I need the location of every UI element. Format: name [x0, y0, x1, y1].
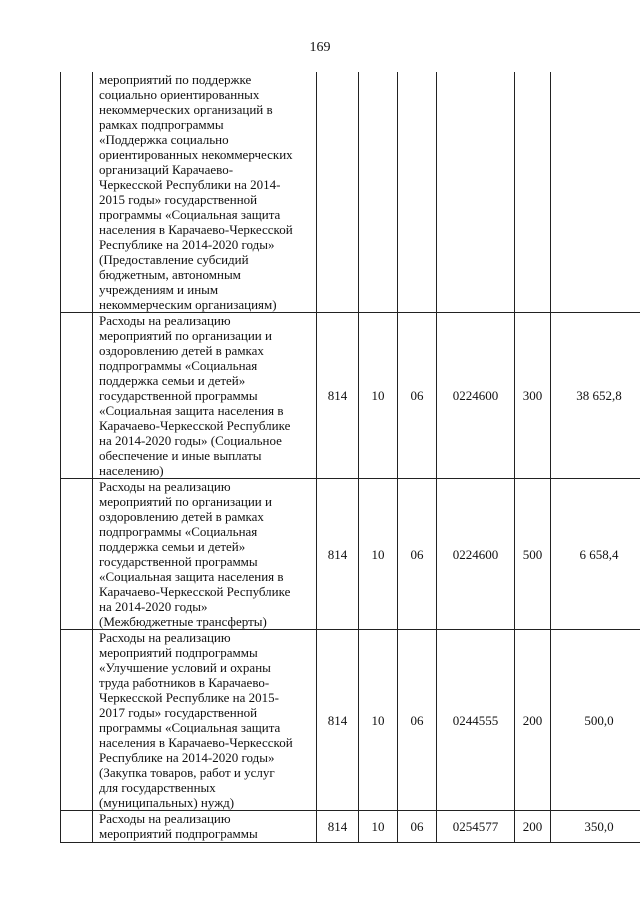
name-line: 2017 годы» государственной	[99, 705, 258, 720]
expense-type-cell: 200	[515, 630, 551, 811]
name-line: на 2014-2020 годы» (Социальное	[99, 433, 282, 448]
table-row	[61, 72, 640, 313]
name-line: организаций Карачаево-	[99, 162, 234, 177]
name-line: Карачаево-Черкесской Республике	[99, 584, 291, 599]
expense-type-cell: 200	[515, 811, 551, 843]
name-line: Черкесской Республики на 2014-	[99, 177, 281, 192]
name-line: бюджетным, автономным	[99, 267, 241, 282]
row-name-cell	[93, 630, 317, 811]
name-line: Расходы на реализацию	[99, 479, 231, 494]
name-line: «Улучшение условий и охраны	[99, 660, 271, 675]
row-name-cell	[93, 313, 317, 479]
amount-cell: 500,0	[551, 630, 640, 811]
target-article-cell: 0254577	[437, 811, 515, 843]
name-line: программы «Социальная защита	[99, 720, 281, 735]
name-line: поддержка семьи и детей»	[99, 373, 246, 388]
name-line: некоммерческих организаций в	[99, 102, 273, 117]
amount-cell: 350,0	[551, 811, 640, 843]
subsection-cell	[398, 72, 437, 313]
amount-cell: 6 658,4	[551, 479, 640, 630]
name-line: рамках подпрограммы	[99, 117, 224, 132]
row-number-cell	[61, 72, 93, 313]
name-line: населению)	[99, 463, 164, 478]
name-line: (Предоставление субсидий	[99, 252, 249, 267]
name-line: Республике на 2014-2020 годы»	[99, 237, 275, 252]
grbs-cell: 814	[317, 811, 359, 843]
section-cell: 10	[359, 313, 398, 479]
page-number: 169	[309, 40, 331, 55]
name-line: мероприятий подпрограммы	[99, 645, 258, 660]
name-line: подпрограммы «Социальная	[99, 358, 258, 373]
row-name-cell	[93, 479, 317, 630]
name-line: обеспечение и иные выплаты	[99, 448, 262, 463]
table-row	[61, 313, 640, 479]
expense-type-cell	[515, 72, 551, 313]
name-line: населения в Карачаево-Черкесской	[99, 222, 293, 237]
name-line: социально ориентированных	[99, 87, 260, 102]
budget-table	[60, 72, 640, 843]
name-line: программы «Социальная защита	[99, 207, 281, 222]
name-line: подпрограммы «Социальная	[99, 524, 258, 539]
target-article-cell	[437, 72, 515, 313]
target-article-cell: 0244555	[437, 630, 515, 811]
name-line: оздоровлению детей в рамках	[99, 343, 264, 358]
name-line: «Поддержка социально	[99, 132, 229, 147]
name-line: мероприятий подпрограммы	[99, 826, 258, 841]
name-line: для государственных	[99, 780, 216, 795]
amount-cell	[551, 72, 640, 313]
subsection-cell: 06	[398, 313, 437, 479]
table-row	[61, 811, 640, 843]
table-row	[61, 479, 640, 630]
expense-type-cell: 300	[515, 313, 551, 479]
name-line: оздоровлению детей в рамках	[99, 509, 264, 524]
row-name-cell	[93, 72, 317, 313]
target-article-cell: 0224600	[437, 313, 515, 479]
name-line: Расходы на реализацию	[99, 811, 231, 826]
name-line: «Социальная защита населения в	[99, 403, 284, 418]
name-line: Республике на 2014-2020 годы»	[99, 750, 275, 765]
name-line: (Межбюджетные трансферты)	[99, 614, 267, 629]
section-cell: 10	[359, 630, 398, 811]
name-line: на 2014-2020 годы»	[99, 599, 208, 614]
subsection-cell: 06	[398, 479, 437, 630]
target-article-cell: 0224600	[437, 479, 515, 630]
row-number-cell	[61, 630, 93, 811]
row-name-cell	[93, 811, 317, 843]
name-line: государственной программы	[99, 388, 258, 403]
grbs-cell: 814	[317, 313, 359, 479]
expense-type-cell: 500	[515, 479, 551, 630]
section-cell: 10	[359, 479, 398, 630]
name-line: населения в Карачаево-Черкесской	[99, 735, 293, 750]
grbs-cell	[317, 72, 359, 313]
row-number-cell	[61, 313, 93, 479]
row-number-cell	[61, 811, 93, 843]
section-cell	[359, 72, 398, 313]
amount-cell: 38 652,8	[551, 313, 640, 479]
row-number-cell	[61, 479, 93, 630]
name-line: некоммерческим организациям)	[99, 297, 277, 312]
name-line: мероприятий по организации и	[99, 494, 272, 509]
name-line: (муниципальных) нужд)	[99, 795, 235, 810]
name-line: (Закупка товаров, работ и услуг	[99, 765, 275, 780]
name-line: «Социальная защита населения в	[99, 569, 284, 584]
name-line: мероприятий по поддержке	[99, 72, 252, 87]
name-line: Расходы на реализацию	[99, 630, 231, 645]
name-line: ориентированных некоммерческих	[99, 147, 293, 162]
table-row	[61, 630, 640, 811]
subsection-cell: 06	[398, 811, 437, 843]
name-line: труда работников в Карачаево-	[99, 675, 270, 690]
subsection-cell: 06	[398, 630, 437, 811]
name-line: учреждениям и иным	[99, 282, 219, 297]
name-line: Карачаево-Черкесской Республике	[99, 418, 291, 433]
grbs-cell: 814	[317, 479, 359, 630]
name-line: мероприятий по организации и	[99, 328, 272, 343]
name-line: государственной программы	[99, 554, 258, 569]
section-cell: 10	[359, 811, 398, 843]
name-line: поддержка семьи и детей»	[99, 539, 246, 554]
name-line: 2015 годы» государственной	[99, 192, 258, 207]
name-line: Расходы на реализацию	[99, 313, 231, 328]
name-line: Черкесской Республике на 2015-	[99, 690, 279, 705]
grbs-cell: 814	[317, 630, 359, 811]
